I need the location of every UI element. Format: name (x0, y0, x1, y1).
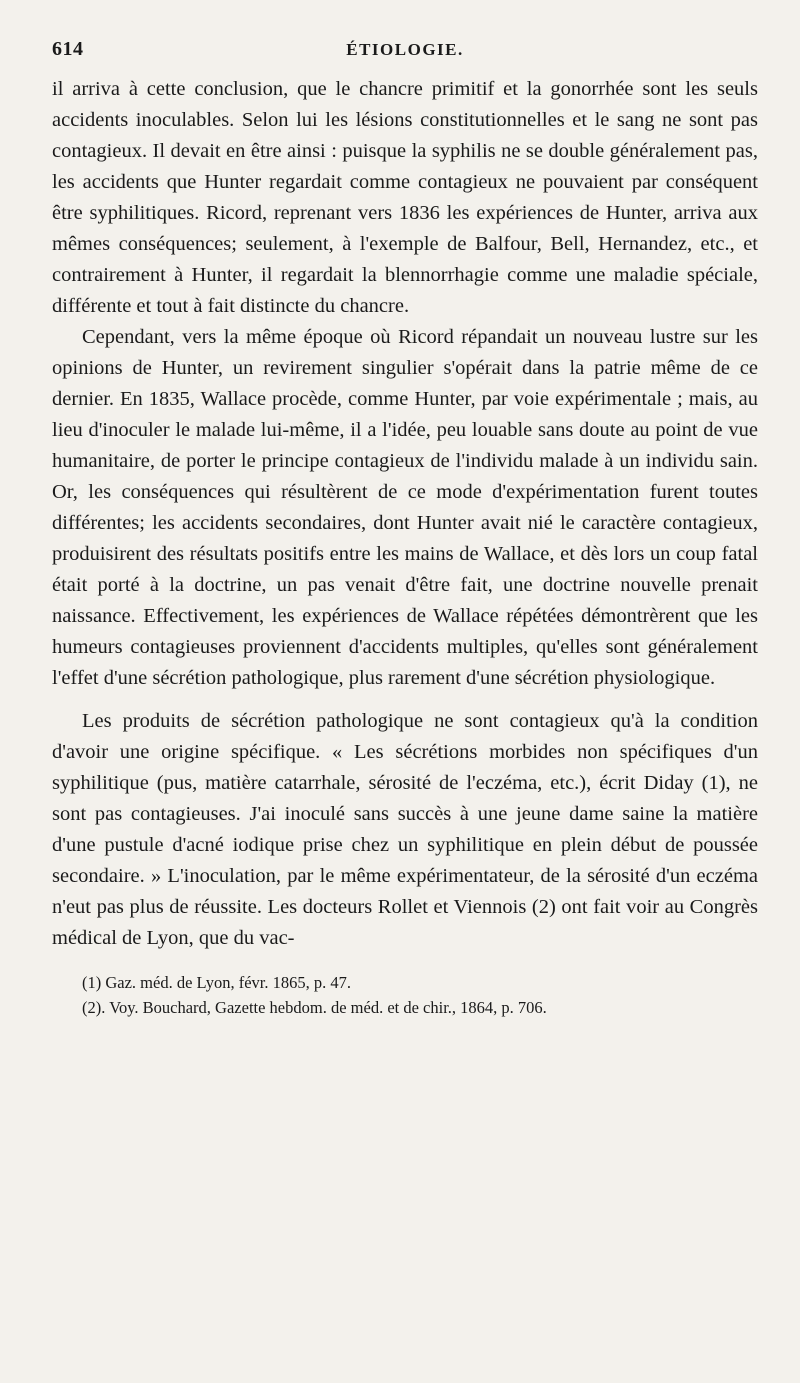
paragraph-1: il arriva à cette conclusion, que le chancre primitif et la gonorrhée sont les seuls accidents inoculables. Selon lui les lésions constitutionnelles et le sang ne sont pas contagieux. Il devait en être ainsi : puisque la syphilis ne se double généralement pas, les accidents que Hunter regardait comme contagieux ne pouvaient par conséquent être syphilitiques. Ricord, reprenant vers 1836 les expériences de Hunter, arriva aux mêmes conséquences; seulement, à l'exemple de Balfour, Bell, Hernandez, etc., et contrairement à Hunter, il regardait la blennorrhagie comme une maladie spéciale, différente et tout à fait distincte du chancre. (52, 78, 758, 317)
running-title: ÉTIOLOGIE. (346, 40, 464, 59)
footnotes (52, 970, 758, 1020)
paragraph-2: Cependant, vers la même époque où Ricord répandait un nouveau lustre sur les opinions de Hunter, un revirement singulier s'opérait dans la patrie même de ce dernier. En 1835, Wallace procède, comme Hunter, par voie expérimentale ; mais, au lieu d'inoculer le malade lui-même, il a l'idée, peu louable sans doute au point de vue humanitaire, de porter le principe contagieux de l'individu malade à un individu sain. Or, les conséquences qui résultèrent de ce mode d'expérimentation furent toutes différentes; les accidents secondaires, dont Hunter avait nié le caractère contagieux, produisirent des résultats positifs entre les mains de Wallace, et dès lors un coup fatal était porté à la doctrine, un pas venait d'être fait, une doctrine nouvelle prenait naissance. Effectivement, les expériences de Wallace répétées démontrèrent que les humeurs contagieuses proviennent d'accidents multiples, qu'elles sont généralement l'effet d'une sécrétion pathologique, plus rarement d'une sécrétion physiologique. (52, 326, 758, 689)
page-header (52, 38, 758, 74)
page-number: 614 (52, 38, 84, 60)
footnote-1: (1) Gaz. méd. de Lyon, févr. 1865, p. 47. (82, 973, 351, 992)
paragraph-3: Les produits de sécrétion pathologique ne sont contagieux qu'à la condition d'avoir une origine spécifique. « Les sécrétions morbides non spécifiques d'un syphilitique (pus, matière catarrhale, sérosité de l'eczéma, etc.), écrit Diday (1), ne sont pas contagieuses. J'ai inoculé sans succès à une jeune dame saine la matière d'une pustule d'acné iodique prise chez un syphilitique en plein début de poussée secondaire. » L'inoculation, par le même expérimentateur, de la sérosité d'un eczéma n'eut pas plus de réussite. Les docteurs Rollet et Viennois (2) ont fait voir au Congrès médical de Lyon, que du vac- (52, 710, 758, 949)
body-text (52, 74, 758, 954)
footnote-2: (2). Voy. Bouchard, Gazette hebdom. de méd. et de chir., 1864, p. 706. (82, 998, 547, 1017)
book-page (52, 38, 758, 1020)
